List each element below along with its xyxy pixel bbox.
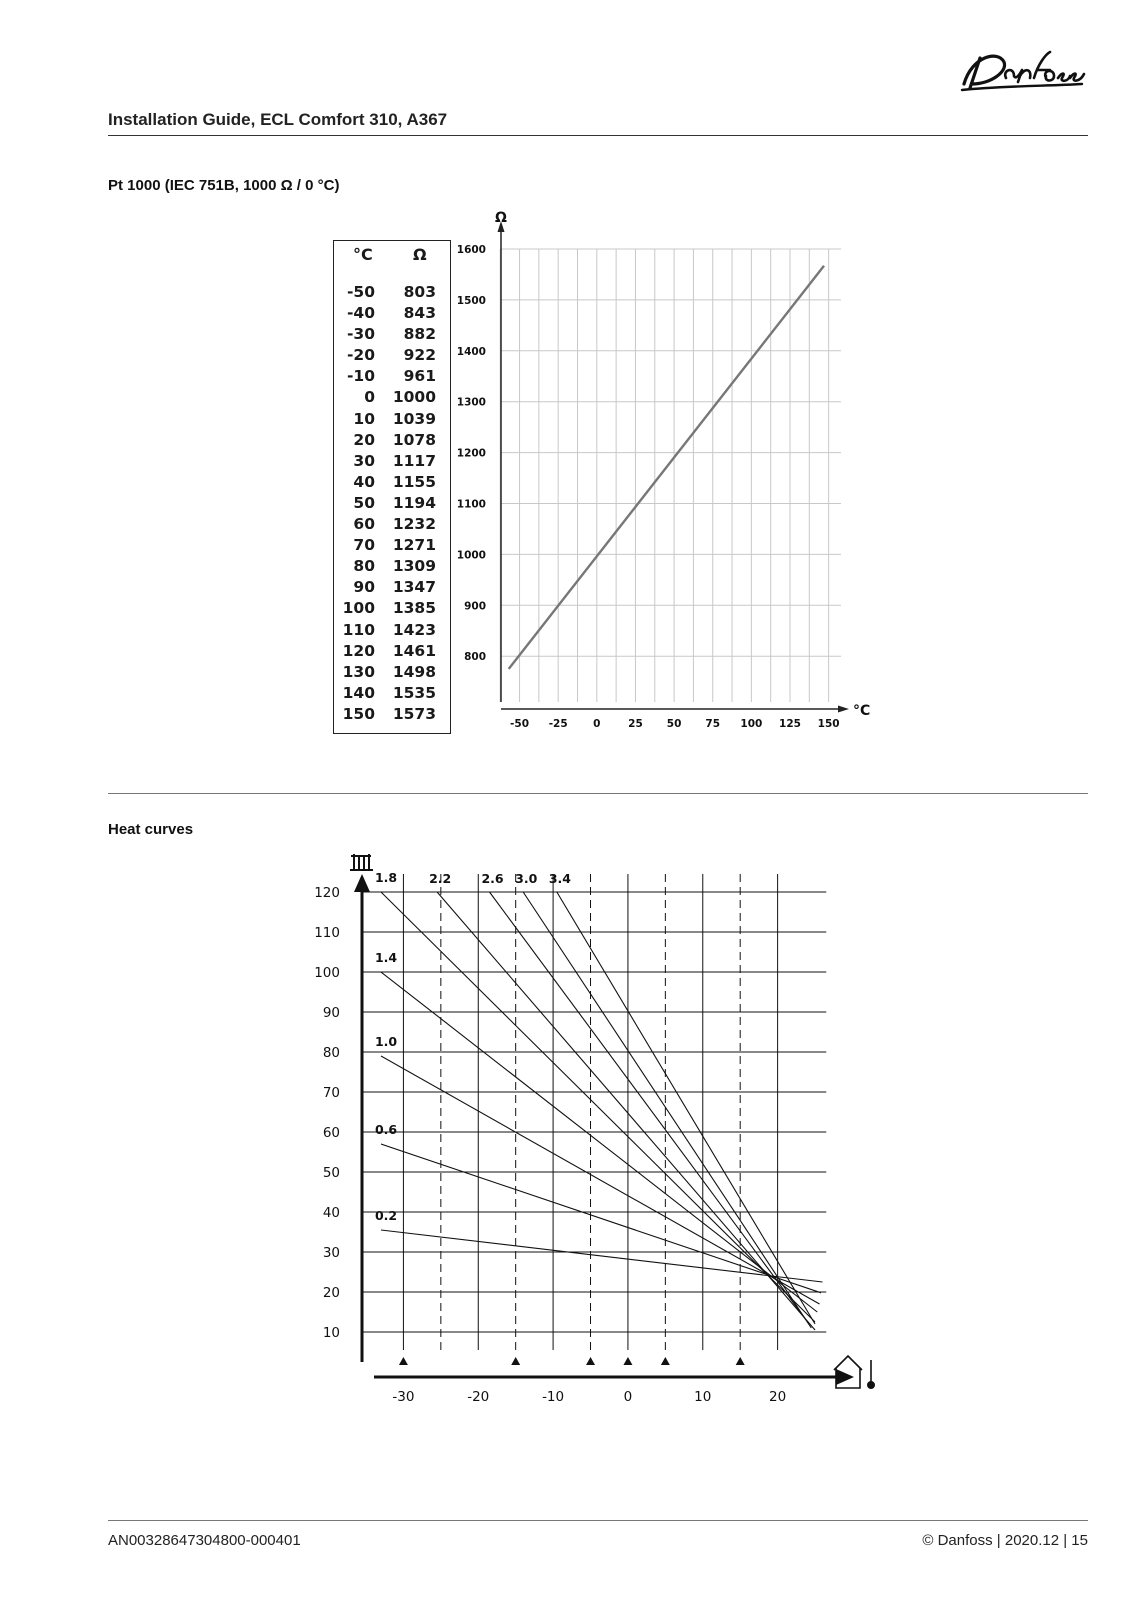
- table-row: [334, 346, 450, 367]
- danfoss-logo: [958, 44, 1088, 96]
- hc-curve: [381, 1056, 820, 1304]
- hc-curve: [557, 892, 815, 1324]
- heat-curves-heading: Heat curves: [108, 821, 194, 838]
- document-title: Installation Guide, ECL Comfort 310, A367: [108, 110, 448, 129]
- hc-curve: [437, 892, 815, 1330]
- table-cell-resistance: 1271: [392, 536, 436, 555]
- table-cell-resistance: 1078: [392, 430, 436, 449]
- pt-x-tick-label: 100: [740, 718, 763, 730]
- table-cell-temperature: 70: [353, 536, 375, 555]
- pt-x-axis-arrow: [838, 706, 849, 713]
- table-row: [334, 431, 450, 452]
- table-cell-resistance: 1347: [392, 578, 436, 597]
- table-cell-temperature: -10: [346, 367, 375, 386]
- hc-curve-label: 3.4: [548, 871, 571, 886]
- table-cell-resistance: 1117: [392, 451, 436, 470]
- table-cell-temperature: 10: [353, 409, 375, 428]
- hc-x-tick-label: -20: [467, 1389, 490, 1405]
- hc-x-marker: [511, 1357, 520, 1365]
- table-cell-resistance: 1573: [392, 704, 436, 723]
- table-cell-temperature: 140: [342, 683, 375, 702]
- hc-x-marker: [586, 1357, 595, 1365]
- hc-curve: [381, 892, 815, 1322]
- table-row: [334, 578, 450, 599]
- hc-curve-label: 1.4: [374, 950, 398, 965]
- table-cell-temperature: 0: [364, 388, 375, 407]
- table-cell-temperature: 40: [353, 472, 375, 491]
- hc-curve-labels: [375, 870, 571, 1223]
- hc-curve-label: 2.6: [481, 871, 504, 886]
- hc-y-tick-label: 80: [322, 1045, 340, 1061]
- hc-curves: [381, 892, 823, 1330]
- hc-curve: [523, 892, 811, 1328]
- table-row: [334, 367, 450, 388]
- table-row: [334, 663, 450, 684]
- hc-x-marker: [399, 1357, 408, 1365]
- hc-y-tick-label: 30: [322, 1245, 340, 1261]
- hc-grid: [362, 874, 826, 1350]
- table-cell-temperature: -40: [346, 304, 375, 323]
- copyright-page: © Danfoss | 2020.12 | 15: [922, 1532, 1088, 1549]
- hc-x-tick-label: -10: [542, 1389, 565, 1405]
- header-rule: [108, 135, 1088, 136]
- hc-curve: [489, 892, 809, 1324]
- table-row: [334, 621, 450, 642]
- table-cell-resistance: 1232: [392, 515, 436, 534]
- table-cell-temperature: -20: [346, 346, 375, 365]
- table-header-celsius: °C: [353, 245, 373, 264]
- pt1000-table: [333, 240, 451, 734]
- table-row: [334, 325, 450, 346]
- pt1000-heading: Pt 1000 (IEC 751B, 1000 Ω / 0 °C): [108, 177, 340, 194]
- section-divider: [108, 793, 1088, 794]
- pt-x-tick-label: 150: [817, 718, 840, 730]
- hc-curve-label: 0.6: [374, 1122, 398, 1137]
- hc-curve-label: 0.2: [374, 1208, 398, 1223]
- table-cell-temperature: 30: [353, 451, 375, 470]
- hc-curve: [381, 972, 817, 1312]
- table-cell-resistance: 922: [403, 346, 436, 365]
- pt-y-tick-label: 1500: [456, 294, 486, 307]
- table-cell-resistance: 1461: [392, 641, 436, 660]
- table-cell-resistance: 1155: [392, 472, 436, 491]
- hc-y-axis-arrow: [354, 874, 370, 892]
- table-cell-resistance: 1385: [392, 599, 436, 618]
- table-header-ohm: Ω: [413, 245, 427, 264]
- table-row: [334, 515, 450, 536]
- table-cell-resistance: 1498: [392, 662, 436, 681]
- hc-y-tick-label: 10: [322, 1325, 340, 1341]
- table-row: [334, 557, 450, 578]
- heat-curves-chart: [310, 850, 900, 1420]
- pt-y-tick-label: 800: [464, 651, 486, 664]
- table-cell-resistance: 1194: [392, 493, 436, 512]
- table-rows: [334, 283, 450, 726]
- pt-y-tick-label: 900: [464, 600, 486, 613]
- hc-x-tick-label: 10: [694, 1389, 712, 1405]
- pt-y-tick-label: 1200: [456, 447, 486, 460]
- hc-x-marker: [623, 1357, 632, 1365]
- pt-x-axis-label: °C: [853, 703, 871, 719]
- hc-x-axis-arrow: [836, 1369, 854, 1385]
- table-row: [334, 705, 450, 726]
- hc-y-tick-labels: [314, 885, 340, 1341]
- hc-curve: [381, 1230, 823, 1282]
- hc-x-tick-label: 20: [769, 1389, 787, 1405]
- pt-y-tick-labels: [457, 244, 486, 663]
- hc-y-tick-label: 110: [314, 925, 340, 941]
- pt-y-tick-label: 1000: [456, 549, 486, 562]
- table-cell-temperature: 80: [353, 557, 375, 576]
- radiator-icon: [350, 854, 373, 870]
- pt-y-tick-label: 1300: [456, 396, 486, 409]
- table-cell-temperature: 20: [353, 430, 375, 449]
- table-row: [334, 536, 450, 557]
- table-cell-temperature: 90: [353, 578, 375, 597]
- hc-x-tick-labels: [392, 1389, 786, 1405]
- pt-x-tick-label: 25: [628, 718, 643, 730]
- table-cell-temperature: 50: [353, 493, 375, 512]
- table-row: [334, 599, 450, 620]
- table-row: [334, 410, 450, 431]
- hc-y-tick-label: 70: [322, 1085, 340, 1101]
- document-id: AN00328647304800-000401: [108, 1532, 301, 1549]
- table-cell-resistance: 843: [403, 304, 436, 323]
- hc-curve-label: 1.8: [374, 870, 398, 885]
- hc-curve-label: 1.0: [374, 1034, 398, 1049]
- table-cell-temperature: -30: [346, 325, 375, 344]
- pt-grid: [500, 249, 841, 702]
- table-cell-temperature: 100: [342, 599, 375, 618]
- table-row: [334, 283, 450, 304]
- pt-x-tick-label: 0: [593, 718, 601, 730]
- table-cell-temperature: 60: [353, 515, 375, 534]
- table-cell-temperature: -50: [346, 283, 375, 301]
- hc-y-tick-label: 40: [322, 1205, 340, 1221]
- hc-x-tick-label: -30: [392, 1389, 415, 1405]
- table-cell-resistance: 882: [403, 325, 436, 344]
- pt-y-axis-label: Ω: [495, 210, 507, 226]
- pt-x-tick-label: -50: [510, 718, 530, 730]
- hc-curve-label: 2.2: [429, 871, 452, 886]
- pt-x-tick-labels: [510, 718, 840, 730]
- hc-y-tick-label: 120: [314, 885, 340, 901]
- pt-x-tick-label: -25: [548, 718, 568, 730]
- hc-curve: [381, 1144, 821, 1293]
- pt-resistance-line: [509, 266, 824, 669]
- pt-x-tick-label: 125: [779, 718, 801, 730]
- hc-y-tick-label: 20: [322, 1285, 340, 1301]
- hc-y-tick-label: 60: [322, 1125, 340, 1141]
- hc-x-markers: [399, 1357, 745, 1365]
- table-row: [334, 304, 450, 325]
- table-cell-resistance: 1039: [392, 409, 436, 428]
- hc-curve-label: 3.0: [515, 871, 538, 886]
- pt-y-tick-label: 1600: [456, 244, 486, 256]
- table-row: [334, 494, 450, 515]
- pt-x-tick-label: 75: [705, 718, 721, 730]
- table-cell-resistance: 1423: [392, 620, 436, 639]
- table-row: [334, 473, 450, 494]
- pt-x-tick-label: 50: [666, 718, 682, 730]
- table-cell-temperature: 150: [342, 704, 375, 723]
- hc-x-tick-label: 0: [623, 1389, 633, 1405]
- hc-y-tick-label: 50: [322, 1165, 340, 1181]
- table-cell-resistance: 803: [403, 283, 436, 301]
- table-cell-resistance: 1535: [392, 683, 436, 702]
- table-cell-resistance: 961: [403, 367, 436, 386]
- table-cell-temperature: 130: [342, 662, 375, 681]
- table-row: [334, 642, 450, 663]
- table-cell-temperature: 120: [342, 641, 375, 660]
- footer-rule: [108, 1520, 1088, 1521]
- table-cell-resistance: 1309: [392, 557, 436, 576]
- table-row: [334, 684, 450, 705]
- hc-x-marker: [661, 1357, 670, 1365]
- table-cell-resistance: 1000: [392, 388, 436, 407]
- hc-y-tick-label: 90: [322, 1005, 340, 1021]
- pt1000-chart: [456, 205, 880, 750]
- pt-y-tick-label: 1400: [456, 345, 486, 358]
- hc-x-marker: [736, 1357, 745, 1365]
- table-row: [334, 388, 450, 409]
- table-cell-temperature: 110: [342, 620, 375, 639]
- hc-y-tick-label: 100: [314, 965, 340, 981]
- table-row: [334, 452, 450, 473]
- pt-y-tick-label: 1100: [456, 498, 486, 511]
